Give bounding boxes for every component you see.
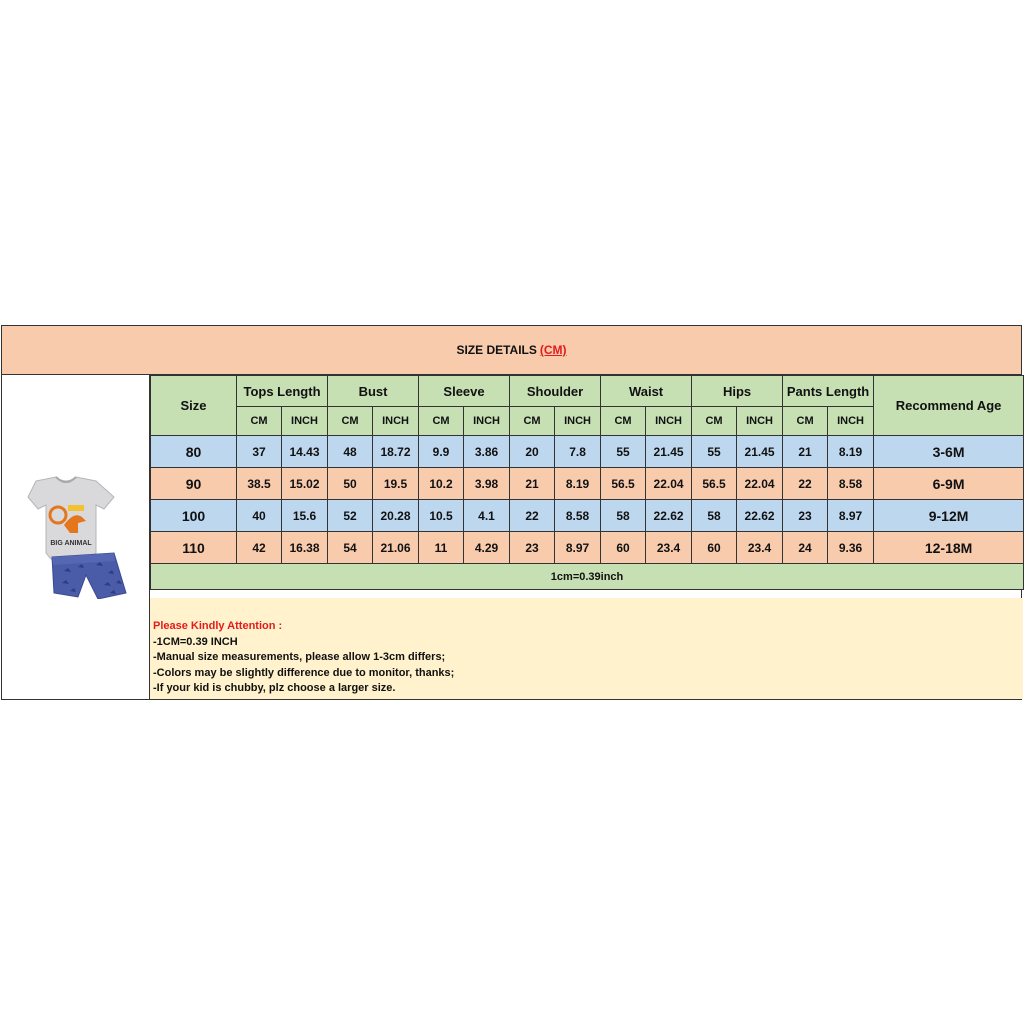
value-cell: 22	[783, 468, 828, 500]
value-cell: 37	[237, 436, 282, 468]
note-line: -If your kid is chubby, plz choose a larger size.	[153, 682, 396, 694]
note-line: -Manual size measurements, please allow 1-3cm differs;	[153, 651, 446, 663]
size-table	[150, 375, 1024, 590]
unit-cm-header: CM	[237, 407, 282, 436]
value-cell: 38.5	[237, 468, 282, 500]
value-cell: 3.98	[464, 468, 510, 500]
value-cell: 24	[783, 532, 828, 564]
value-cell: 22	[510, 500, 555, 532]
size-cell: 100	[151, 500, 237, 532]
note-line: -Colors may be slightly difference due to monitor, thanks;	[153, 666, 455, 679]
value-cell: 19.5	[373, 468, 419, 500]
unit-inch-header: INCH	[737, 407, 783, 436]
age-cell: 9-12M	[874, 500, 1024, 532]
value-cell: 15.02	[282, 468, 328, 500]
value-cell: 22.04	[737, 468, 783, 500]
value-cell: 23	[783, 500, 828, 532]
value-cell: 50	[328, 468, 373, 500]
value-cell: 23.4	[737, 532, 783, 564]
age-cell: 6-9M	[874, 468, 1024, 500]
value-cell: 3.86	[464, 436, 510, 468]
size-cell: 90	[151, 468, 237, 500]
note-line: -1CM=0.39 INCH	[153, 635, 238, 648]
value-cell: 4.29	[464, 532, 510, 564]
value-cell: 42	[237, 532, 282, 564]
print-text: BIG ANIMAL	[50, 540, 92, 547]
value-cell: 11	[419, 532, 464, 564]
value-cell: 9.36	[828, 532, 874, 564]
value-cell: 55	[601, 436, 646, 468]
measure-header: Bust	[328, 376, 419, 407]
value-cell: 55	[692, 436, 737, 468]
value-cell: 8.58	[828, 468, 874, 500]
size-cell: 80	[151, 436, 237, 468]
value-cell: 8.19	[555, 468, 601, 500]
value-cell: 22.62	[646, 500, 692, 532]
unit-inch-header: INCH	[373, 407, 419, 436]
title-text: SIZE DETAILS	[456, 343, 537, 357]
attention-notes	[150, 598, 1023, 699]
measure-header: Tops Length	[237, 376, 328, 407]
value-cell: 58	[601, 500, 646, 532]
value-cell: 10.5	[419, 500, 464, 532]
unit-cm-header: CM	[510, 407, 555, 436]
measure-header: Sleeve	[419, 376, 510, 407]
size-cell: 110	[151, 532, 237, 564]
value-cell: 20	[510, 436, 555, 468]
value-cell: 56.5	[692, 468, 737, 500]
value-cell: 16.38	[282, 532, 328, 564]
unit-inch-header: INCH	[464, 407, 510, 436]
header-row	[151, 376, 1024, 407]
value-cell: 10.2	[419, 468, 464, 500]
value-cell: 4.1	[464, 500, 510, 532]
conversion-row	[151, 564, 1024, 590]
measure-header: Pants Length	[783, 376, 874, 407]
value-cell: 9.9	[419, 436, 464, 468]
unit-cm-header: CM	[692, 407, 737, 436]
value-cell: 8.19	[828, 436, 874, 468]
unit-cm-header: CM	[601, 407, 646, 436]
value-cell: 8.97	[828, 500, 874, 532]
unit-cm-header: CM	[328, 407, 373, 436]
age-cell: 12-18M	[874, 532, 1024, 564]
value-cell: 8.58	[555, 500, 601, 532]
size-header: Size	[151, 376, 237, 436]
title-unit: (CM)	[539, 343, 567, 357]
unit-cm-header: CM	[419, 407, 464, 436]
value-cell: 21.45	[737, 436, 783, 468]
value-cell: 14.43	[282, 436, 328, 468]
value-cell: 21.45	[646, 436, 692, 468]
value-cell: 21	[783, 436, 828, 468]
measure-header: Shoulder	[510, 376, 601, 407]
value-cell: 21	[510, 468, 555, 500]
value-cell: 56.5	[601, 468, 646, 500]
value-cell: 60	[692, 532, 737, 564]
value-cell: 22.62	[737, 500, 783, 532]
value-cell: 40	[237, 500, 282, 532]
value-cell: 52	[328, 500, 373, 532]
value-cell: 20.28	[373, 500, 419, 532]
value-cell: 23	[510, 532, 555, 564]
value-cell: 22.04	[646, 468, 692, 500]
value-cell: 60	[601, 532, 646, 564]
unit-inch-header: INCH	[555, 407, 601, 436]
conversion-note: 1cm=0.39inch	[151, 564, 1024, 590]
unit-inch-header: INCH	[828, 407, 874, 436]
unit-inch-header: INCH	[646, 407, 692, 436]
value-cell: 18.72	[373, 436, 419, 468]
value-cell: 7.8	[555, 436, 601, 468]
measure-header: Hips	[692, 376, 783, 407]
value-cell: 23.4	[646, 532, 692, 564]
measure-header: Waist	[601, 376, 692, 407]
age-cell: 3-6M	[874, 436, 1024, 468]
product-image	[2, 375, 150, 699]
value-cell: 54	[328, 532, 373, 564]
value-cell: 8.97	[555, 532, 601, 564]
value-cell: 58	[692, 500, 737, 532]
table-row	[151, 532, 1024, 564]
value-cell: 15.6	[282, 500, 328, 532]
table-row	[151, 468, 1024, 500]
notes-heading: Please Kindly Attention :	[153, 620, 283, 632]
unit-inch-header: INCH	[282, 407, 328, 436]
table-row	[151, 500, 1024, 532]
size-details-title	[2, 326, 1021, 375]
unit-cm-header: CM	[783, 407, 828, 436]
baby-outfit-illustration	[16, 475, 138, 599]
size-chart	[1, 325, 1022, 700]
table-row	[151, 436, 1024, 468]
age-header: Recommend Age	[874, 376, 1024, 436]
value-cell: 21.06	[373, 532, 419, 564]
value-cell: 48	[328, 436, 373, 468]
